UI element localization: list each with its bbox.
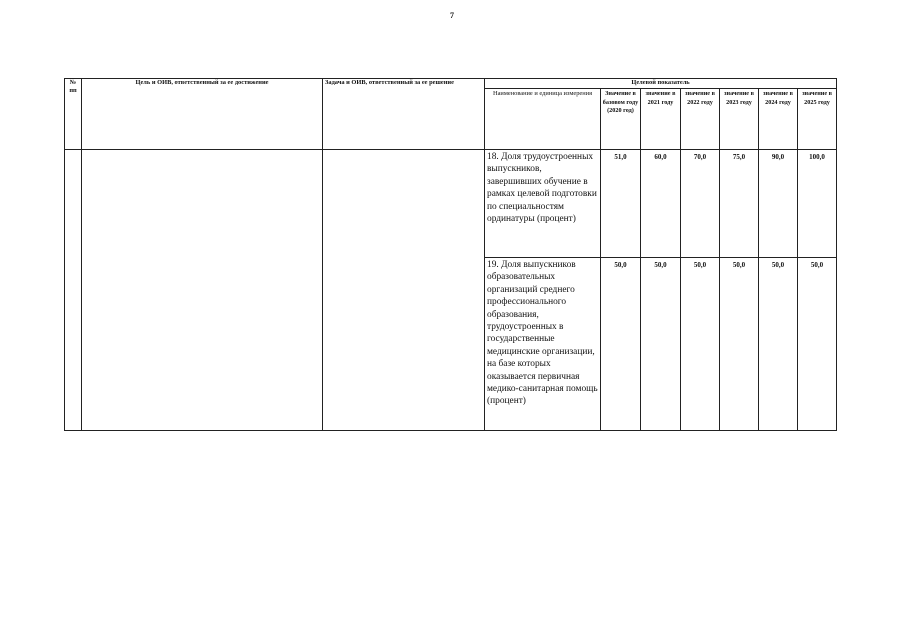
header-2021: значение в 2021 году (641, 89, 681, 150)
value-2021: 50,0 (641, 258, 681, 431)
value-2022: 70,0 (681, 150, 720, 258)
value-2022: 50,0 (681, 258, 720, 431)
value-2025: 100,0 (798, 150, 837, 258)
value-2023: 75,0 (720, 150, 759, 258)
header-name-unit: Наименование и единица измерения (485, 89, 601, 150)
table-row (65, 150, 837, 258)
value-base: 50,0 (601, 258, 641, 431)
header-2025: значение в 2025 году (798, 89, 837, 150)
header-number (65, 79, 82, 150)
header-target-indicator: Целевой показатель (485, 79, 837, 89)
number-cell (65, 150, 82, 431)
value-2023: 50,0 (720, 258, 759, 431)
indicator-name: 18. Доля трудоустроенных выпускников, завершивших обучение в рамках целевой подготовки по специальностям ординатуры (процент) (485, 150, 601, 258)
value-2021: 60,0 (641, 150, 681, 258)
header-goal: Цель и ОИВ, ответственный за ее достижение (82, 79, 323, 150)
value-2025: 50,0 (798, 258, 837, 431)
header-task: Задача и ОИВ, ответственный за ее решение (323, 79, 485, 150)
header-2022: значение в 2022 году (681, 89, 720, 150)
page-number: 7 (450, 11, 454, 20)
value-base: 51,0 (601, 150, 641, 258)
header-number-abbr: пп (69, 87, 77, 94)
header-number-symbol: № (69, 79, 77, 86)
header-base-year: Значение в базовом году (2020 год) (601, 89, 641, 150)
indicator-name: 19. Доля выпускников образовательных организаций среднего профессионального образования, трудоустроенных в государственные медицинские организации, на базе которых оказывается первичная медико-санитарная помощь (процент) (485, 258, 601, 431)
goal-cell (82, 150, 323, 431)
value-2024: 50,0 (759, 258, 798, 431)
header-2023: значение в 2023 году (720, 89, 759, 150)
header-2024: значение в 2024 году (759, 89, 798, 150)
task-cell (323, 150, 485, 431)
value-2024: 90,0 (759, 150, 798, 258)
target-indicators-table (64, 78, 837, 431)
